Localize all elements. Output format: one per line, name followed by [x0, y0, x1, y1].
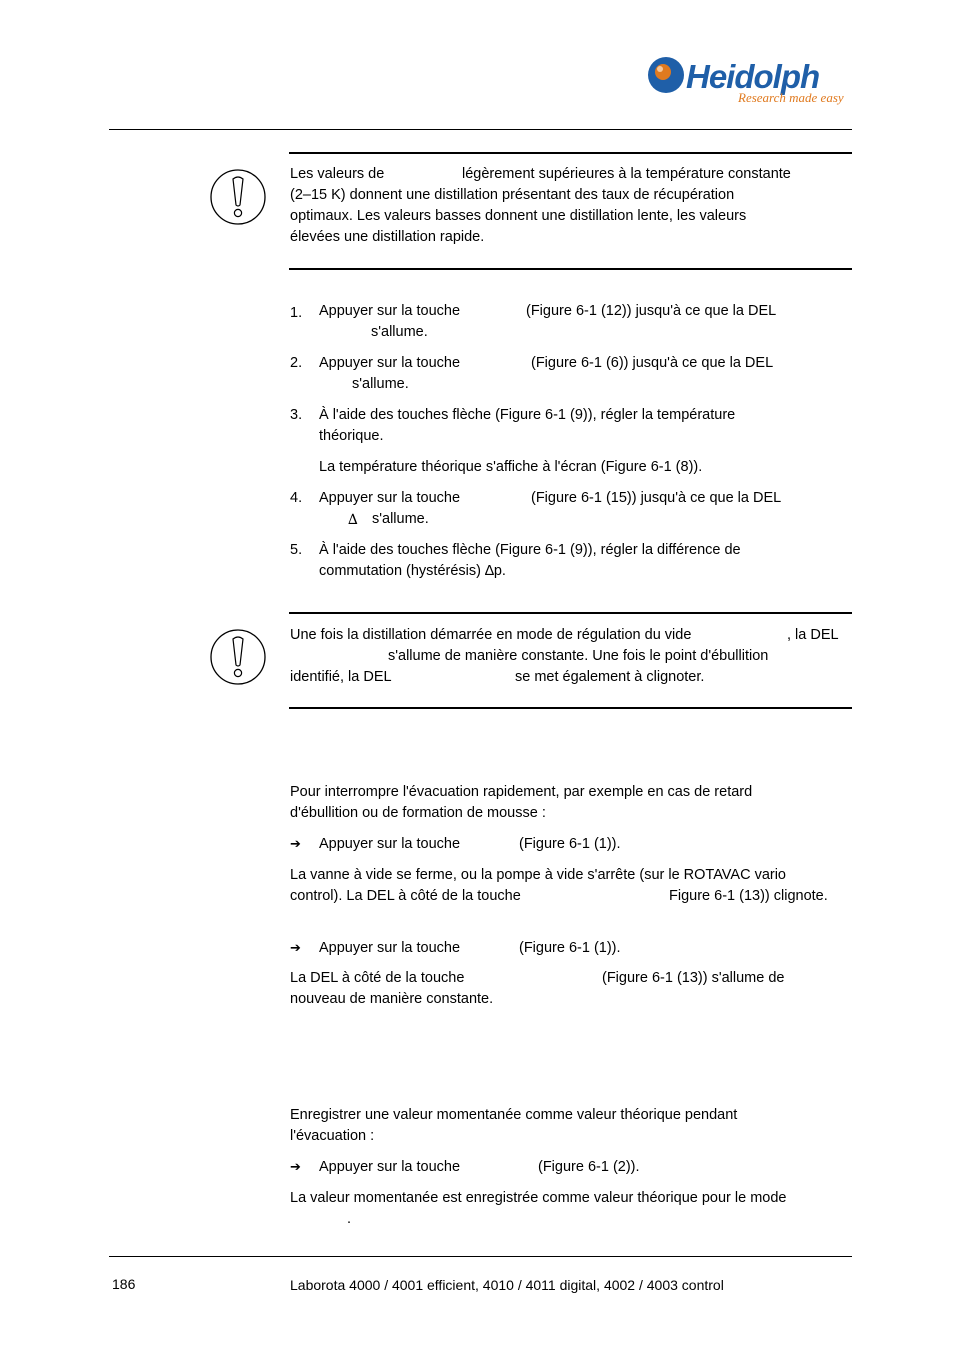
section1-intro-2: d'ébullition ou de formation de mousse :: [290, 805, 546, 821]
arrow-icon: ➔: [290, 837, 301, 852]
step-1-text-c: s'allume.: [371, 324, 428, 340]
logo-tagline: Research made easy: [738, 90, 844, 105]
section1-result-4: nouveau de manière constante.: [290, 991, 494, 1007]
step-4-text-a: Appuyer sur la touche: [319, 490, 461, 506]
section1-step2-a: Appuyer sur la touche: [319, 940, 461, 956]
section2-intro-2: l'évacuation :: [290, 1128, 375, 1144]
page-number: 186: [112, 1276, 136, 1292]
section1-result-2a: control). La DEL à côté de la touche: [290, 888, 521, 904]
step-3-number: 3.: [290, 407, 303, 423]
step-2-number: 2.: [290, 355, 303, 371]
step-1-text-b: (Figure 6-1 (12)) jusqu'à ce que la DEL: [526, 303, 777, 319]
note2-top-rule: [289, 612, 852, 614]
section1-step2-b: (Figure 6-1 (1)).: [519, 940, 621, 956]
exclamation-icon: [209, 168, 267, 226]
footer-title: Laborota 4000 / 4001 efficient, 4010 / 4011 digital, 4002 / 4003 control: [290, 1277, 724, 1293]
arrow-icon: ➔: [290, 1160, 301, 1175]
step-2-text-c: s'allume.: [352, 376, 409, 392]
step-5-text-c: commutation (hystérésis) ∆p.: [319, 563, 506, 579]
logo-wordmark: Heidolph: [686, 58, 820, 95]
section1-intro-1: Pour interrompre l'évacuation rapidement, par exemple en cas de retard: [290, 784, 753, 800]
note1-line-1a: Les valeurs de: [290, 166, 385, 182]
note1-top-rule: [289, 152, 852, 154]
section1-step1-b: (Figure 6-1 (1)).: [519, 836, 621, 852]
section2-intro-1: Enregistrer une valeur momentanée comme valeur théorique pendant: [290, 1107, 738, 1123]
note2-line-3a: identifié, la DEL: [290, 669, 392, 685]
section2-result-1: La valeur momentanée est enregistrée comme valeur théorique pour le mode: [290, 1190, 787, 1206]
note1-line-1b: légèrement supérieures à la température constante: [462, 166, 791, 182]
header-rule: [109, 129, 852, 130]
step-3-text-c: théorique.: [319, 428, 384, 444]
step-5-text-a: À l'aide des touches flèche (Figure 6-1 (9)), régler la différence de: [319, 542, 741, 558]
note1-line-3: optimaux. Les valeurs basses donnent une distillation lente, les valeurs: [290, 208, 747, 224]
note1-line-2: (2–15 K) donnent une distillation présentant des taux de récupération: [290, 187, 735, 203]
step-5-number: 5.: [290, 542, 303, 558]
note2-line-2: s'allume de manière constante. Une fois le point d'ébullition: [388, 648, 769, 664]
section2-step-b: (Figure 6-1 (2)).: [538, 1159, 640, 1175]
step-1-number: 1.: [290, 305, 303, 321]
section1-step1-a: Appuyer sur la touche: [319, 836, 461, 852]
section2-step-a: Appuyer sur la touche: [319, 1159, 461, 1175]
exclamation-icon: [209, 628, 267, 686]
section1-result-3b: (Figure 6-1 (13)) s'allume de: [602, 970, 785, 986]
note2-line-1a: Une fois la distillation démarrée en mode de régulation du vide: [290, 627, 692, 643]
note1-bottom-rule: [289, 268, 852, 270]
note2-line-1b: , la DEL: [787, 627, 839, 643]
note2-bottom-rule: [289, 707, 852, 709]
step-4-text-b: (Figure 6-1 (15)) jusqu'à ce que la DEL: [531, 490, 782, 506]
section1-result-3a: La DEL à côté de la touche: [290, 970, 465, 986]
note1-line-4: élevées une distillation rapide.: [290, 229, 485, 245]
section2-result-2: .: [347, 1211, 352, 1227]
step-3-text-a: À l'aide des touches flèche (Figure 6-1 (9)), régler la température: [319, 407, 736, 423]
footer-rule: [109, 1256, 852, 1257]
step-4-text-c: s'allume.: [372, 511, 429, 527]
logo-circle-icon: [646, 55, 686, 95]
arrow-icon: ➔: [290, 941, 301, 956]
step-1-text-a: Appuyer sur la touche: [319, 303, 461, 319]
step-3-result: La température théorique s'affiche à l'écran (Figure 6-1 (8)).: [319, 459, 703, 475]
section1-result-1: La vanne à vide se ferme, ou la pompe à vide s'arrête (sur le ROTAVAC vario: [290, 867, 786, 883]
step-4-delta: ∆: [348, 512, 358, 528]
step-2-text-a: Appuyer sur la touche: [319, 355, 461, 371]
step-4-number: 4.: [290, 490, 303, 506]
step-2-text-b: (Figure 6-1 (6)) jusqu'à ce que la DEL: [531, 355, 774, 371]
note2-line-3b: se met également à clignoter.: [515, 669, 705, 685]
section1-result-2b: Figure 6-1 (13)) clignote.: [669, 888, 828, 904]
